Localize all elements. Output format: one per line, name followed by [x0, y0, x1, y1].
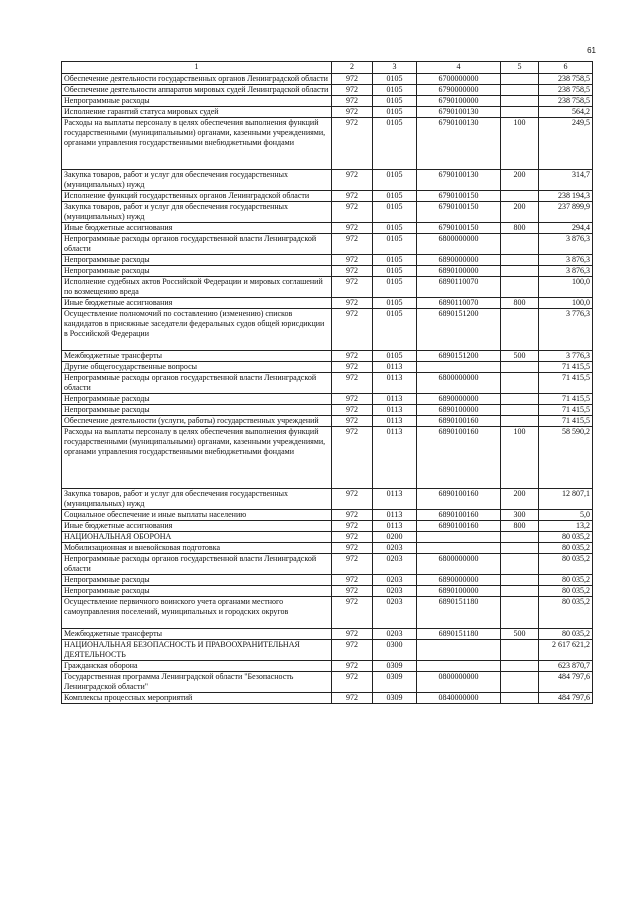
cell-sum: 71 415,5 — [539, 405, 593, 416]
cell-vr — [501, 191, 539, 202]
cell-vr — [501, 532, 539, 543]
header-col-1: 1 — [62, 62, 332, 74]
cell-csr: 6890151200 — [417, 351, 501, 362]
cell-sum: 100,0 — [539, 277, 593, 298]
table-row — [62, 74, 593, 85]
cell-name: Исполнение гарантий статуса мировых судей — [62, 107, 332, 118]
cell-sum: 2 617 621,2 — [539, 640, 593, 661]
cell-sum: 3 876,3 — [539, 234, 593, 255]
cell-vr — [501, 96, 539, 107]
cell-grbs: 972 — [332, 489, 373, 510]
cell-vr: 500 — [501, 629, 539, 640]
cell-name: Межбюджетные трансферты — [62, 351, 332, 362]
cell-grbs: 972 — [332, 362, 373, 373]
table-row — [62, 510, 593, 521]
cell-grbs: 972 — [332, 510, 373, 521]
cell-rzpr: 0113 — [373, 489, 417, 510]
cell-name: Непрограммные расходы — [62, 405, 332, 416]
cell-vr — [501, 405, 539, 416]
cell-name: Обеспечение деятельности (услуги, работы) государственных учреждений — [62, 416, 332, 427]
cell-csr: 6890000000 — [417, 394, 501, 405]
cell-rzpr: 0113 — [373, 405, 417, 416]
cell-vr — [501, 255, 539, 266]
cell-rzpr: 0309 — [373, 661, 417, 672]
cell-sum: 80 035,2 — [539, 543, 593, 554]
table-row — [62, 234, 593, 255]
cell-csr: 6890100160 — [417, 510, 501, 521]
cell-name: Иные бюджетные ассигнования — [62, 223, 332, 234]
cell-vr: 800 — [501, 521, 539, 532]
cell-name: Иные бюджетные ассигнования — [62, 521, 332, 532]
cell-grbs: 972 — [332, 170, 373, 191]
cell-csr: 6890100000 — [417, 405, 501, 416]
cell-name: Обеспечение деятельности государственных органов Ленинградской области — [62, 74, 332, 85]
table-row — [62, 85, 593, 96]
cell-csr: 6790100150 — [417, 202, 501, 223]
cell-grbs: 972 — [332, 373, 373, 394]
cell-grbs: 972 — [332, 405, 373, 416]
cell-rzpr: 0105 — [373, 96, 417, 107]
cell-vr — [501, 661, 539, 672]
cell-grbs: 972 — [332, 191, 373, 202]
table-row — [62, 96, 593, 107]
table-row — [62, 521, 593, 532]
cell-csr: 6790100150 — [417, 223, 501, 234]
table-row — [62, 191, 593, 202]
header-col-4: 4 — [417, 62, 501, 74]
table-row — [62, 597, 593, 629]
table-row — [62, 586, 593, 597]
cell-csr: 6790100130 — [417, 170, 501, 191]
cell-csr — [417, 362, 501, 373]
table-row — [62, 427, 593, 489]
cell-rzpr: 0105 — [373, 107, 417, 118]
cell-csr — [417, 532, 501, 543]
cell-rzpr: 0105 — [373, 170, 417, 191]
cell-grbs: 972 — [332, 107, 373, 118]
table-row — [62, 661, 593, 672]
cell-vr — [501, 640, 539, 661]
cell-name: Закупка товаров, работ и услуг для обеспечения государственных (муниципальных) нужд — [62, 202, 332, 223]
cell-name: Непрограммные расходы органов государственной власти Ленинградской области — [62, 234, 332, 255]
cell-rzpr: 0300 — [373, 640, 417, 661]
cell-rzpr: 0203 — [373, 597, 417, 629]
cell-csr: 6890100160 — [417, 521, 501, 532]
cell-vr — [501, 575, 539, 586]
cell-csr: 6890100160 — [417, 427, 501, 489]
cell-name: Обеспечение деятельности аппаратов мировых судей Ленинградской области — [62, 85, 332, 96]
cell-grbs: 972 — [332, 554, 373, 575]
cell-grbs: 972 — [332, 118, 373, 170]
table-row — [62, 255, 593, 266]
header-row — [62, 62, 593, 74]
cell-vr — [501, 277, 539, 298]
cell-name: Закупка товаров, работ и услуг для обеспечения государственных (муниципальных) нужд — [62, 170, 332, 191]
cell-rzpr: 0203 — [373, 575, 417, 586]
cell-name: Непрограммные расходы — [62, 394, 332, 405]
cell-vr: 200 — [501, 170, 539, 191]
header-col-5: 5 — [501, 62, 539, 74]
cell-rzpr: 0105 — [373, 298, 417, 309]
page-number: 61 — [587, 46, 596, 55]
table-row — [62, 266, 593, 277]
cell-name: Мобилизационная и вневойсковая подготовка — [62, 543, 332, 554]
cell-vr — [501, 362, 539, 373]
cell-rzpr: 0105 — [373, 223, 417, 234]
cell-rzpr: 0105 — [373, 309, 417, 351]
cell-rzpr: 0203 — [373, 554, 417, 575]
cell-grbs: 972 — [332, 597, 373, 629]
cell-sum: 80 035,2 — [539, 629, 593, 640]
cell-vr: 100 — [501, 118, 539, 170]
cell-sum: 3 876,3 — [539, 266, 593, 277]
cell-grbs: 972 — [332, 234, 373, 255]
cell-csr: 6890100000 — [417, 266, 501, 277]
cell-csr: 6800000000 — [417, 234, 501, 255]
cell-grbs: 972 — [332, 672, 373, 693]
table-row — [62, 405, 593, 416]
cell-rzpr: 0113 — [373, 427, 417, 489]
cell-rzpr: 0105 — [373, 74, 417, 85]
cell-name: Непрограммные расходы — [62, 575, 332, 586]
cell-csr: 6890110070 — [417, 298, 501, 309]
cell-csr: 6890100160 — [417, 416, 501, 427]
cell-name: Комплексы процессных мероприятий — [62, 693, 332, 704]
cell-sum: 3 776,3 — [539, 309, 593, 351]
cell-rzpr: 0113 — [373, 394, 417, 405]
cell-csr: 6700000000 — [417, 74, 501, 85]
cell-name: Расходы на выплаты персоналу в целях обеспечения выполнения функций государственными (муниципальными) органами, казенными учреждениями, органами управления государственными внебюджетными фондами — [62, 118, 332, 170]
cell-rzpr: 0105 — [373, 85, 417, 96]
cell-rzpr: 0105 — [373, 266, 417, 277]
table-row — [62, 118, 593, 170]
cell-grbs: 972 — [332, 266, 373, 277]
cell-sum: 249,5 — [539, 118, 593, 170]
cell-name: Непрограммные расходы органов государственной власти Ленинградской области — [62, 373, 332, 394]
cell-csr: 6890151200 — [417, 309, 501, 351]
cell-sum: 314,7 — [539, 170, 593, 191]
cell-vr — [501, 543, 539, 554]
table-row — [62, 362, 593, 373]
cell-sum: 80 035,2 — [539, 575, 593, 586]
cell-vr — [501, 74, 539, 85]
cell-vr — [501, 85, 539, 96]
table-row — [62, 351, 593, 362]
cell-csr: 6890100160 — [417, 489, 501, 510]
cell-sum: 3 776,3 — [539, 351, 593, 362]
cell-grbs: 972 — [332, 543, 373, 554]
cell-csr: 6890151180 — [417, 597, 501, 629]
cell-csr: 6790100130 — [417, 107, 501, 118]
cell-grbs: 972 — [332, 427, 373, 489]
cell-rzpr: 0203 — [373, 586, 417, 597]
cell-grbs: 972 — [332, 202, 373, 223]
cell-rzpr: 0200 — [373, 532, 417, 543]
cell-grbs: 972 — [332, 521, 373, 532]
table-row — [62, 223, 593, 234]
cell-grbs: 972 — [332, 629, 373, 640]
cell-csr: 6790100000 — [417, 96, 501, 107]
cell-name: Государственная программа Ленинградской области "Безопасность Ленинградской области" — [62, 672, 332, 693]
cell-grbs: 972 — [332, 255, 373, 266]
cell-sum: 623 870,7 — [539, 661, 593, 672]
cell-sum: 71 415,5 — [539, 394, 593, 405]
table-row — [62, 489, 593, 510]
cell-csr: 6890110070 — [417, 277, 501, 298]
cell-vr: 200 — [501, 202, 539, 223]
cell-vr: 100 — [501, 427, 539, 489]
cell-sum: 238 758,5 — [539, 85, 593, 96]
cell-vr — [501, 416, 539, 427]
cell-vr — [501, 554, 539, 575]
cell-rzpr: 0203 — [373, 629, 417, 640]
cell-grbs: 972 — [332, 309, 373, 351]
table-row — [62, 202, 593, 223]
cell-sum: 58 590,2 — [539, 427, 593, 489]
cell-rzpr: 0105 — [373, 277, 417, 298]
table-row — [62, 298, 593, 309]
cell-csr — [417, 640, 501, 661]
cell-vr — [501, 234, 539, 255]
table-row — [62, 170, 593, 191]
table-row — [62, 277, 593, 298]
cell-name: Закупка товаров, работ и услуг для обеспечения государственных (муниципальных) нужд — [62, 489, 332, 510]
cell-vr — [501, 309, 539, 351]
cell-csr: 6890000000 — [417, 575, 501, 586]
table-row — [62, 107, 593, 118]
cell-vr — [501, 693, 539, 704]
cell-rzpr: 0113 — [373, 416, 417, 427]
cell-grbs: 972 — [332, 661, 373, 672]
cell-vr — [501, 266, 539, 277]
table-row — [62, 532, 593, 543]
cell-csr: 6890151180 — [417, 629, 501, 640]
cell-sum: 294,4 — [539, 223, 593, 234]
cell-sum: 80 035,2 — [539, 597, 593, 629]
cell-rzpr: 0309 — [373, 672, 417, 693]
table-body — [62, 74, 593, 704]
cell-name: Другие общегосударственные вопросы — [62, 362, 332, 373]
cell-name: Непрограммные расходы — [62, 586, 332, 597]
cell-vr: 800 — [501, 298, 539, 309]
cell-rzpr: 0105 — [373, 255, 417, 266]
budget-table — [61, 61, 593, 704]
table-row — [62, 629, 593, 640]
cell-grbs: 972 — [332, 351, 373, 362]
cell-grbs: 972 — [332, 532, 373, 543]
cell-csr: 6800000000 — [417, 373, 501, 394]
cell-vr: 800 — [501, 223, 539, 234]
cell-grbs: 972 — [332, 640, 373, 661]
cell-rzpr: 0113 — [373, 373, 417, 394]
cell-csr — [417, 661, 501, 672]
cell-sum: 484 797,6 — [539, 693, 593, 704]
cell-vr — [501, 597, 539, 629]
cell-grbs: 972 — [332, 96, 373, 107]
table-row — [62, 554, 593, 575]
cell-rzpr: 0105 — [373, 118, 417, 170]
cell-sum: 237 899,9 — [539, 202, 593, 223]
cell-sum: 564,2 — [539, 107, 593, 118]
table-row — [62, 394, 593, 405]
cell-csr: 0800000000 — [417, 672, 501, 693]
cell-csr — [417, 543, 501, 554]
cell-name: Расходы на выплаты персоналу в целях обеспечения выполнения функций государственными (муниципальными) органами, казенными учреждениями, органами управления государственными внебюджетными фондами — [62, 427, 332, 489]
cell-name: НАЦИОНАЛЬНАЯ ОБОРОНА — [62, 532, 332, 543]
cell-sum: 238 758,5 — [539, 96, 593, 107]
cell-name: Непрограммные расходы — [62, 255, 332, 266]
cell-name: Иные бюджетные ассигнования — [62, 298, 332, 309]
cell-sum: 71 415,5 — [539, 362, 593, 373]
cell-vr — [501, 107, 539, 118]
cell-sum: 3 876,3 — [539, 255, 593, 266]
cell-sum: 238 758,5 — [539, 74, 593, 85]
cell-vr: 200 — [501, 489, 539, 510]
table-row — [62, 640, 593, 661]
cell-sum: 80 035,2 — [539, 554, 593, 575]
cell-rzpr: 0309 — [373, 693, 417, 704]
cell-grbs: 972 — [332, 586, 373, 597]
cell-name: Межбюджетные трансферты — [62, 629, 332, 640]
cell-grbs: 972 — [332, 223, 373, 234]
cell-rzpr: 0113 — [373, 521, 417, 532]
cell-name: Гражданская оборона — [62, 661, 332, 672]
cell-grbs: 972 — [332, 277, 373, 298]
cell-sum: 80 035,2 — [539, 532, 593, 543]
header-col-3: 3 — [373, 62, 417, 74]
cell-name: Исполнение функций государственных органов Ленинградской области — [62, 191, 332, 202]
cell-sum: 71 415,5 — [539, 416, 593, 427]
cell-rzpr: 0113 — [373, 510, 417, 521]
cell-sum: 484 797,6 — [539, 672, 593, 693]
cell-csr: 6890100000 — [417, 586, 501, 597]
cell-sum: 13,2 — [539, 521, 593, 532]
cell-name: Социальное обеспечение и иные выплаты населению — [62, 510, 332, 521]
cell-grbs: 972 — [332, 394, 373, 405]
cell-csr: 6890000000 — [417, 255, 501, 266]
cell-grbs: 972 — [332, 298, 373, 309]
cell-grbs: 972 — [332, 416, 373, 427]
cell-sum: 100,0 — [539, 298, 593, 309]
cell-rzpr: 0105 — [373, 191, 417, 202]
cell-name: Непрограммные расходы — [62, 96, 332, 107]
cell-csr: 6790000000 — [417, 85, 501, 96]
cell-name: НАЦИОНАЛЬНАЯ БЕЗОПАСНОСТЬ И ПРАВООХРАНИТЕЛЬНАЯ ДЕЯТЕЛЬНОСТЬ — [62, 640, 332, 661]
cell-vr — [501, 373, 539, 394]
cell-name: Осуществление полномочий по составлению (изменению) списков кандидатов в присяжные заседатели федеральных судов общей юрисдикции в Российской Федерации — [62, 309, 332, 351]
cell-rzpr: 0105 — [373, 202, 417, 223]
cell-sum: 238 194,3 — [539, 191, 593, 202]
cell-sum: 12 807,1 — [539, 489, 593, 510]
cell-csr: 6790100150 — [417, 191, 501, 202]
cell-name: Осуществление первичного воинского учета органами местного самоуправления поселений, муниципальных и городских округов — [62, 597, 332, 629]
table-row — [62, 373, 593, 394]
cell-csr: 6790100130 — [417, 118, 501, 170]
cell-sum: 80 035,2 — [539, 586, 593, 597]
cell-sum: 5,0 — [539, 510, 593, 521]
table-row — [62, 309, 593, 351]
table-row — [62, 575, 593, 586]
cell-csr: 6800000000 — [417, 554, 501, 575]
cell-grbs: 972 — [332, 85, 373, 96]
cell-rzpr: 0203 — [373, 543, 417, 554]
cell-sum: 71 415,5 — [539, 373, 593, 394]
cell-rzpr: 0113 — [373, 362, 417, 373]
cell-vr: 500 — [501, 351, 539, 362]
cell-name: Непрограммные расходы — [62, 266, 332, 277]
cell-rzpr: 0105 — [373, 351, 417, 362]
table-row — [62, 416, 593, 427]
header-col-2: 2 — [332, 62, 373, 74]
cell-rzpr: 0105 — [373, 234, 417, 255]
cell-csr: 0840000000 — [417, 693, 501, 704]
cell-name: Исполнение судебных актов Российской Федерации и мировых соглашений по возмещению вреда — [62, 277, 332, 298]
cell-vr — [501, 394, 539, 405]
header-col-6: 6 — [539, 62, 593, 74]
cell-vr — [501, 672, 539, 693]
cell-grbs: 972 — [332, 693, 373, 704]
cell-vr: 300 — [501, 510, 539, 521]
table-row — [62, 672, 593, 693]
cell-vr — [501, 586, 539, 597]
cell-grbs: 972 — [332, 575, 373, 586]
table-row — [62, 693, 593, 704]
cell-grbs: 972 — [332, 74, 373, 85]
cell-name: Непрограммные расходы органов государственной власти Ленинградской области — [62, 554, 332, 575]
table-row — [62, 543, 593, 554]
